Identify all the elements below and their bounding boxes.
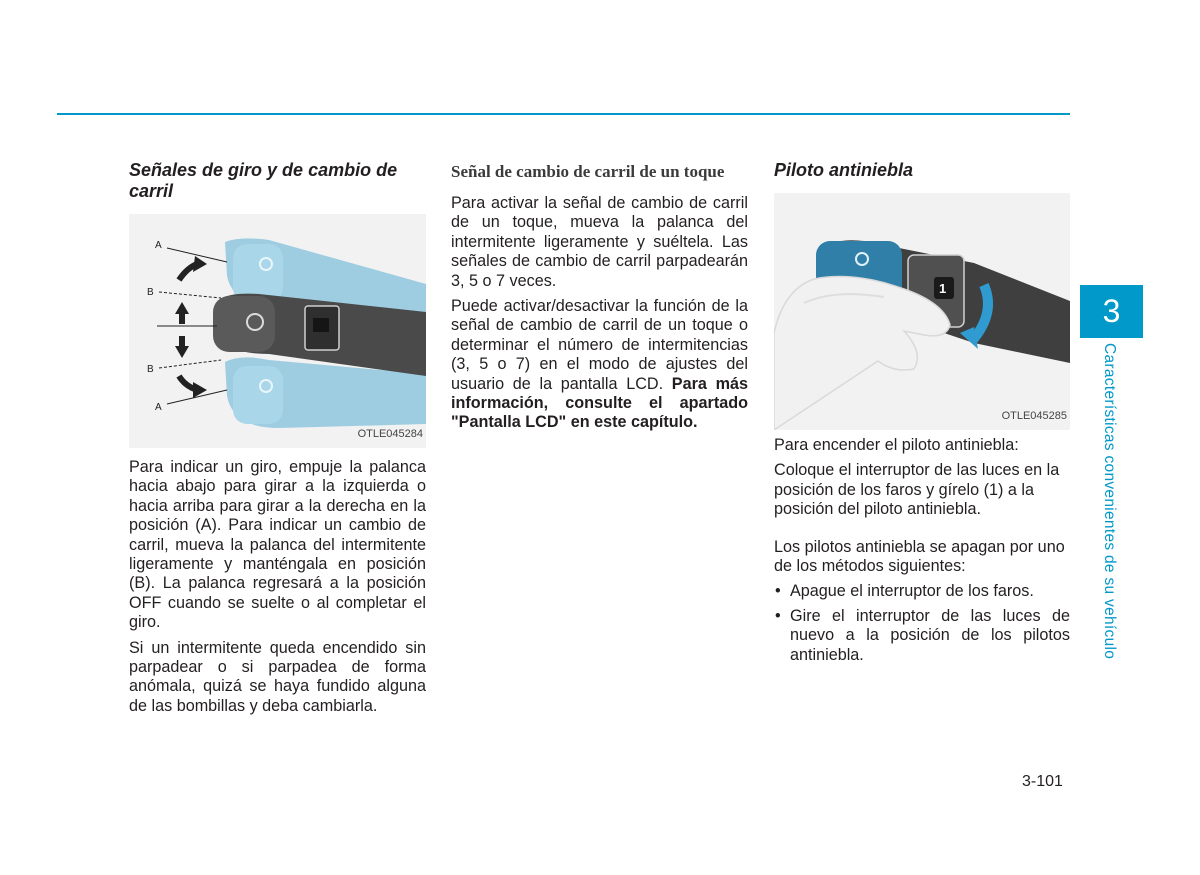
figure-code: OTLE045285	[1001, 409, 1067, 422]
top-rule	[57, 113, 1070, 115]
chapter-number-tab: 3	[1080, 285, 1143, 338]
turn-signal-lever-figure	[129, 214, 426, 448]
chapter-title: Características convenientes de su vehículo	[1101, 343, 1118, 660]
paragraph	[451, 297, 748, 433]
paragraph: Para encender el piloto antiniebla:	[774, 436, 1019, 454]
column-turn-signals	[129, 160, 426, 722]
fog-light-switch-figure	[774, 193, 1070, 430]
paragraph: Para activar la señal de cambio de carril de un toque, mueva la palanca del intermitente ligeramente y suéltela. Las señales de cambio de carril parpadearán 3, 5 o 7 veces.	[451, 194, 748, 290]
paragraph-text: Puede activar/desactivar la función de la señal de cambio de carril de un toque o determinar el número de intermitencias (3, 5 o 7) en el modo de ajustes del usuario de la pantalla LCD.	[451, 297, 748, 393]
label-a-top: A	[155, 240, 162, 251]
list-item: • Gire el interruptor de las luces de nuevo a la posición de los pilotos antiniebla.	[774, 607, 1070, 665]
paragraph: Coloque el interruptor de las luces en la posición de los faros y gírelo (1) a la posición del piloto antiniebla.	[774, 461, 1060, 519]
marker-1: 1	[939, 281, 947, 296]
column-one-touch-lane-change	[451, 160, 748, 439]
paragraph: Si un intermitente queda encendido sin parpadear o si parpadea de forma anómala, quizá se haya fundido alguna de las bombillas y deba cambiarla.	[129, 638, 426, 715]
bullet-list	[774, 582, 1070, 665]
list-item: • Apague el interruptor de los faros.	[774, 582, 1070, 601]
page-number: 3-101	[1022, 773, 1063, 790]
reference-note: Para más información, consulte el apartado "Pantalla LCD" en este capítulo.	[451, 374, 748, 432]
figure-code: OTLE045284	[357, 427, 423, 440]
chapter-title-vertical	[1100, 343, 1122, 673]
label-a-bottom: A	[155, 402, 162, 413]
section-heading-turn-signals: Señales de giro y de cambio de carril	[129, 160, 398, 201]
fog-light-switch-illustration	[774, 193, 1070, 430]
section-heading-fog-light: Piloto antiniebla	[774, 160, 914, 180]
label-b-top: B	[147, 287, 154, 298]
turn-signal-lever-illustration	[129, 214, 426, 448]
label-b-bottom: B	[147, 364, 154, 375]
paragraph: Los pilotos antiniebla se apagan por uno de los métodos siguientes:	[774, 537, 1065, 576]
paragraph: Para indicar un giro, empuje la palanca hacia abajo para girar a la izquierda o hacia arriba para girar a la derecha en la posición (A). Para indicar un cambio de carril, mueva la palanca del intermitente ligeramente y manténgala en posición (B). La palanca regresará a la posición OFF cuando se suelte o al completar el giro.	[129, 458, 426, 632]
section-heading-one-touch: Señal de cambio de carril de un toque	[451, 162, 725, 181]
column-rear-fog-light	[774, 160, 1070, 670]
